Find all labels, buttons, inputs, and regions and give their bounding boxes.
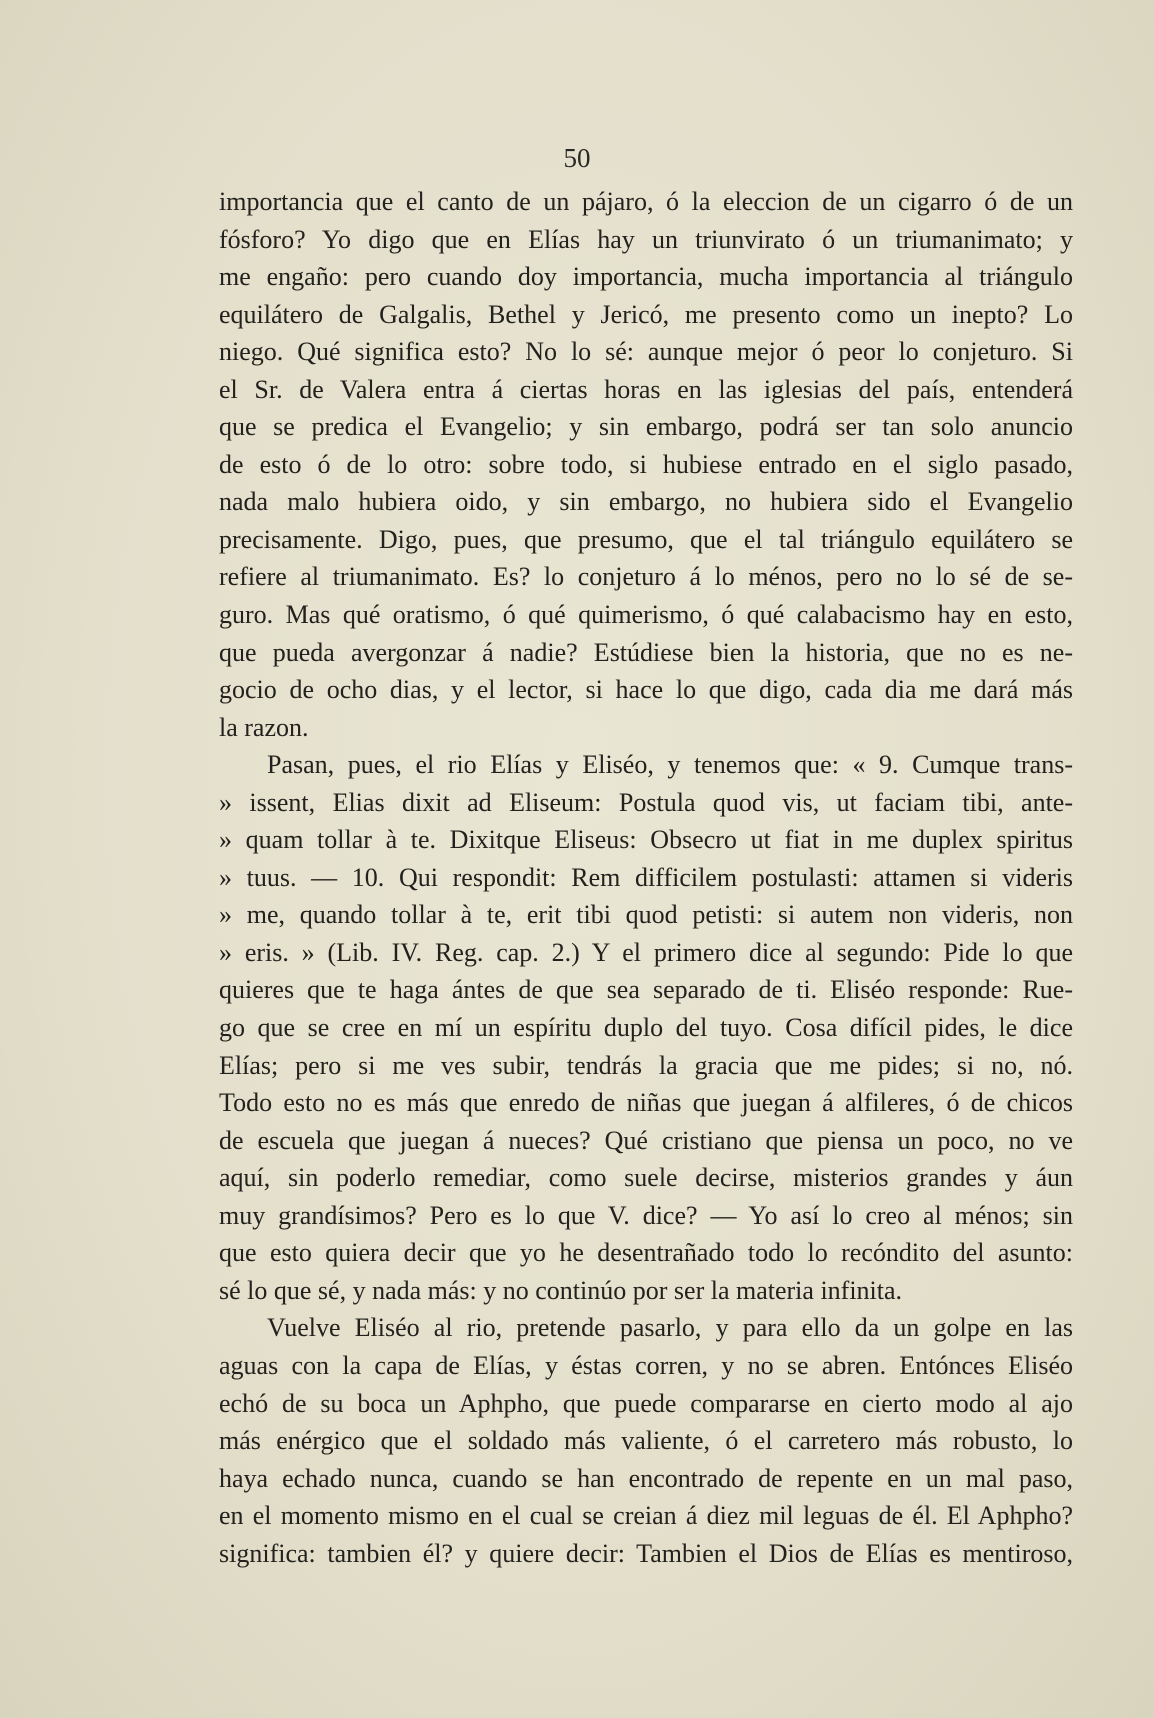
text-line: de escuela que juegan á nueces? Qué cristiano que piensa un poco, no ve [219, 1125, 1073, 1155]
text-line: me engaño: pero cuando doy importancia, mucha importancia al triángulo [219, 262, 1073, 292]
text-line: aguas con la capa de Elías, y éstas corren, y no se abren. Entónces Eliséo [219, 1350, 1073, 1380]
text-line: refiere al triumanimato. Es? lo conjeturo á lo ménos, pero no lo sé de se- [219, 562, 1073, 592]
text-line: Elías; pero si me ves subir, tendrás la gracia que me pides; si no, nó. [219, 1050, 1073, 1080]
text-line: » me, quando tollar à te, erit tibi quod petisti: si autem non videris, non [219, 900, 1073, 930]
text-line: precisamente. Digo, pues, que presumo, que el tal triángulo equilátero se [219, 524, 1073, 554]
text-line: Vuelve Eliséo al rio, pretende pasarlo, y para ello da un golpe en las [267, 1313, 1073, 1343]
text-line: Pasan, pues, el rio Elías y Eliséo, y tenemos que: « 9. Cumque trans- [267, 750, 1073, 780]
text-line: muy grandísimos? Pero es lo que V. dice? — Yo así lo creo al ménos; sin [219, 1200, 1073, 1230]
text-line: go que se cree en mí un espíritu duplo del tuyo. Cosa difícil pides, le dice [219, 1013, 1073, 1043]
text-line: niego. Qué significa esto? No lo sé: aunque mejor ó peor lo conjeturo. Si [219, 337, 1073, 367]
text-line: que esto quiera decir que yo he desentrañado todo lo recóndito del asunto: [219, 1238, 1073, 1268]
text-line: echó de su boca un Aphpho, que puede compararse en cierto modo al ajo [219, 1388, 1073, 1418]
text-line: » quam tollar à te. Dixitque Eliseus: Obsecro ut fiat in me duplex spiritus [219, 825, 1073, 855]
body-text [219, 183, 1073, 1572]
text-line: guro. Mas qué oratismo, ó qué quimerismo, ó qué calabacismo hay en esto, [219, 600, 1073, 630]
page-number: 50 [563, 143, 591, 173]
text-line: nada malo hubiera oido, y sin embargo, no hubiera sido el Evangelio [219, 487, 1073, 517]
text-line: aquí, sin poderlo remediar, como suele decirse, misterios grandes y áun [219, 1163, 1073, 1193]
text-line: Todo esto no es más que enredo de niñas que juegan á alfileres, ó de chicos [219, 1088, 1073, 1118]
text-line: en el momento mismo en el cual se creian á diez mil leguas de él. El Aphpho? [219, 1501, 1073, 1531]
text-line: significa: tambien él? y quiere decir: Tambien el Dios de Elías es mentiroso, [219, 1538, 1073, 1568]
text-line: de esto ó de lo otro: sobre todo, si hubiese entrado en el siglo pasado, [219, 449, 1073, 479]
text-line: el Sr. de Valera entra á ciertas horas en las iglesias del país, entenderá [219, 374, 1073, 404]
text-line: quieres que te haga ántes de que sea separado de ti. Eliséo responde: Rue- [219, 975, 1073, 1005]
text-line: » issent, Elias dixit ad Eliseum: Postula quod vis, ut faciam tibi, ante- [219, 787, 1073, 817]
text-line: haya echado nunca, cuando se han encontrado de repente en un mal paso, [219, 1463, 1073, 1493]
text-line: importancia que el canto de un pájaro, ó la eleccion de un cigarro ó de un [219, 187, 1073, 216]
text-line: » tuus. — 10. Qui respondit: Rem difficilem postulasti: attamen si videris [219, 862, 1073, 892]
text-line: gocio de ocho dias, y el lector, si hace lo que digo, cada dia me dará más [219, 675, 1073, 705]
text-line: sé lo que sé, y nada más: y no continúo por ser la materia infinita. [219, 1275, 903, 1305]
text-line: la razon. [219, 712, 309, 742]
text-line: que pueda avergonzar á nadie? Estúdiese bien la historia, que no es ne- [219, 637, 1073, 667]
text-line: equilátero de Galgalis, Bethel y Jericó, me presento como un inepto? Lo [219, 299, 1073, 329]
text-line: más enérgico que el soldado más valiente, ó el carretero más robusto, lo [219, 1426, 1073, 1456]
text-line: » eris. » (Lib. IV. Reg. cap. 2.) Y el primero dice al segundo: Pide lo que [219, 937, 1073, 967]
text-line: que se predica el Evangelio; y sin embargo, podrá ser tan solo anuncio [219, 412, 1073, 442]
text-line: fósforo? Yo digo que en Elías hay un triunvirato ó un triumanimato; y [219, 224, 1073, 254]
